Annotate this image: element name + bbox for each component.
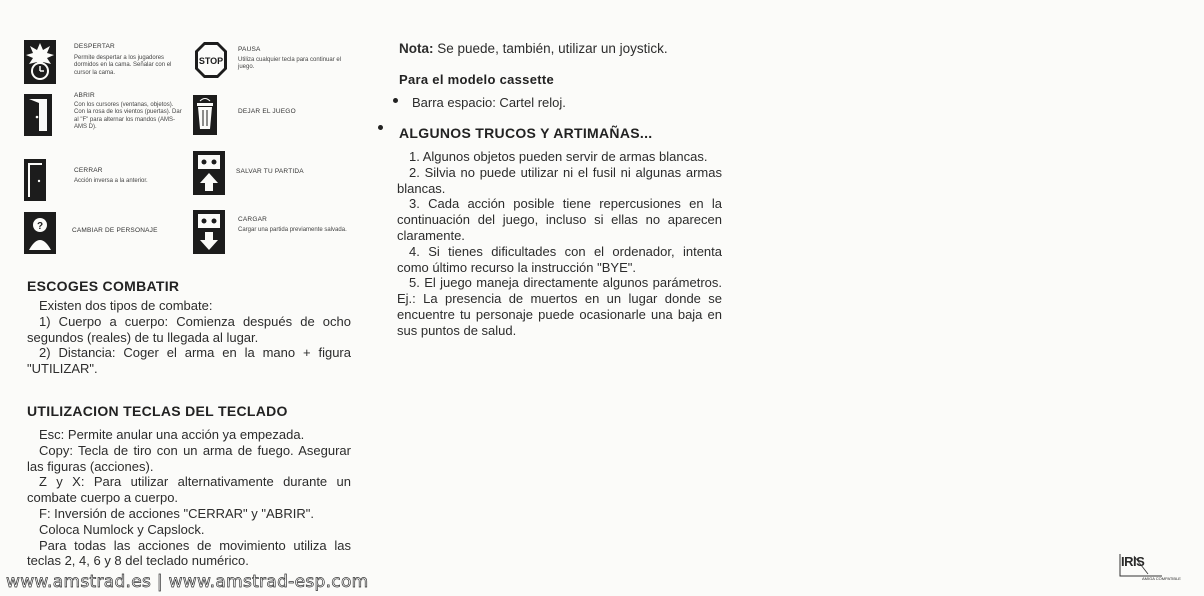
teclado-p2: Copy: Tecla de tiro con un arma de fuego. Asegurar las figuras (acciones). [27,442,351,474]
pausa-label: PAUSA [238,46,261,53]
abrir-desc: Con los cursores (ventanas, objetos). Con la rosa de los vientos (puertas). Dar al "F" para alternar los mandos (AMS-AMS D). [74,102,182,130]
close-door-icon [24,159,46,201]
bullet-icon [378,125,383,130]
nota-line [399,41,668,57]
stop-sign-text: STOP [198,56,224,66]
cambiar-label: CAMBIAR DE PERSONAJE [72,227,158,234]
combatir-body [27,298,351,377]
trucos-list [397,149,722,339]
teclado-p1: Esc: Permite anular una acción ya empezada. [39,427,305,442]
cassette-text: Barra espacio: Cartel reloj. [412,95,566,110]
cargar-label: CARGAR [238,216,268,223]
truco-item: 2. Silvia no puede utilizar ni el fusil ni algunas armas blancas. [397,164,722,196]
combatir-heading: ESCOGES COMBATIR [27,278,180,294]
wake-clock-icon [24,40,56,84]
teclado-p6: Para todas las acciones de movimiento utiliza las teclas 2, 4, 6 y 8 del teclado numérico. [27,537,351,569]
logo-subtext: AMIGA COMPATIBLE [1142,576,1181,581]
teclado-body [27,427,351,569]
salvar-label: SALVAR TU PARTIDA [236,168,304,175]
teclado-heading: UTILIZACION TECLAS DEL TECLADO [27,403,288,419]
truco-item: 1. Algunos objetos pueden servir de armas blancas. [409,149,708,164]
teclado-p3: Z y X: Para utilizar alternativamente durante un combate cuerpo a cuerpo. [27,474,351,506]
dejar-label: DEJAR EL JUEGO [238,108,296,115]
nota-text: Se puede, también, utilizar un joystick. [437,41,668,56]
truco-item: 3. Cada acción posible tiene repercusiones en la continuación del juego, incluso si ellas no aparecen claramente. [397,196,722,243]
stop-sign-icon [193,40,229,80]
svg-text:?: ? [36,221,44,232]
trucos-heading: ALGUNOS TRUCOS Y ARTIMAÑAS... [399,125,653,141]
nota-label: Nota: [399,41,434,56]
bullet-icon [393,98,398,103]
combatir-p3: 2) Distancia: Coger el arma en la mano + figura "UTILIZAR". [27,345,351,377]
load-cassette-icon [193,210,225,254]
combatir-p2: 1) Cuerpo a cuerpo: Comienza después de ocho segundos (reales) de tu llegada al lugar. [27,313,351,345]
trash-bin-icon [193,95,217,135]
watermark: www.amstrad.es | www.amstrad-esp.com [6,572,369,592]
despertar-desc: Permite despertar a los jugadores dormidos en la cama. Señalar con el cursor la cama. [74,55,172,76]
teclado-p5: Coloca Numlock y Capslock. [39,521,205,537]
cerrar-desc: Acción inversa a la anterior. [74,178,148,184]
pausa-desc: Utiliza cualquier tecla para continuar el juego. [238,57,342,71]
teclado-p4: F: Inversión de acciones "CERRAR" y "ABRIR". [39,505,314,521]
cerrar-label: CERRAR [74,167,103,174]
combatir-p1: Existen dos tipos de combate: [39,298,213,313]
change-character-icon [24,212,56,254]
logo-text: IRIS [1121,554,1145,569]
cassette-heading: Para el modelo cassette [399,72,555,87]
truco-item: 4. Si tienes dificultades con el ordenador, intenta como último recurso la instrucción "BYE". [397,243,722,275]
cargar-desc: Cargar una partida previamente salvada. [238,227,347,233]
open-door-icon [24,94,52,136]
truco-item: 5. El juego maneja directamente algunos parámetros. Ej.: La presencia de muertos en un lugar donde se encuentre tu personaje puede ocasionarle una baja en sus puntos de salud. [397,275,722,338]
despertar-label: DESPERTAR [74,43,115,50]
save-cassette-icon [193,151,225,195]
abrir-label: ABRIR [74,92,95,99]
iris-logo [1118,552,1181,581]
